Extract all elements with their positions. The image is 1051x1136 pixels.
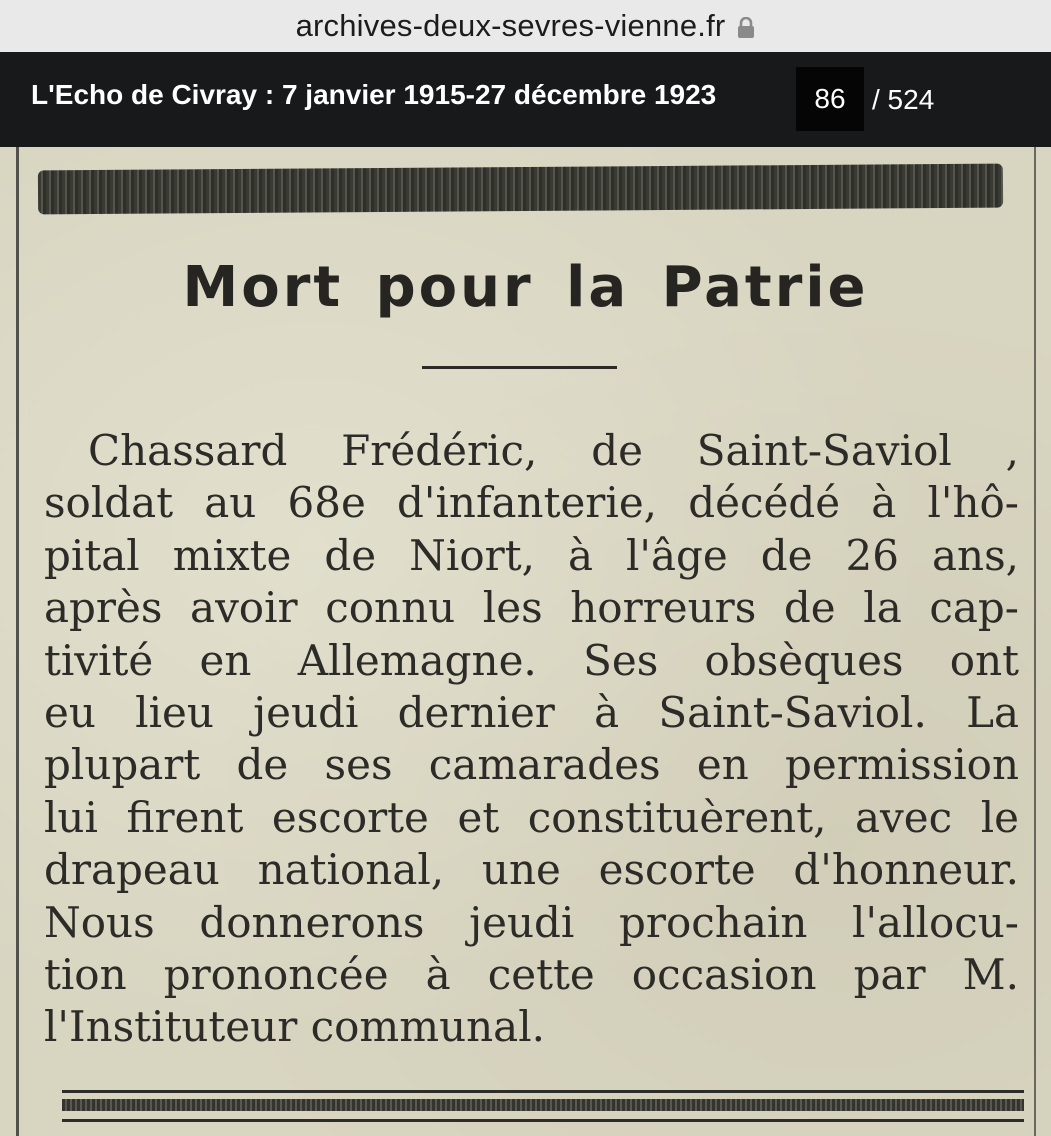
article-line: l'Instituteur communal.: [44, 1002, 546, 1052]
article-line: pital mixte de Niort, à l'âge de 26 ans,: [44, 530, 1019, 580]
article-line: eu lieu jeudi dernier à Saint-Saviol. La: [44, 688, 1019, 738]
newspaper-scan: [0, 147, 1051, 1136]
article-line: soldat au 68e d'infanterie, décédé à l'hô-: [44, 478, 1019, 528]
article-body: [44, 425, 1019, 1054]
page-number-input[interactable]: 86: [796, 67, 864, 131]
url-text[interactable]: archives-deux-sevres-vienne.fr: [295, 8, 726, 43]
article-line: tion prononcée à cette occasion par M.: [44, 950, 1019, 1000]
ornamental-band-bottom: [62, 1099, 1024, 1111]
ornamental-band-top: [38, 164, 1003, 215]
article-line: tivité en Allemagne. Ses obsèques ont: [44, 635, 1019, 685]
lock-icon: [737, 17, 755, 39]
article-line: Chassard Frédéric, de Saint-Saviol ,: [88, 426, 1019, 475]
browser-url-bar[interactable]: [0, 0, 1051, 52]
article-line: après avoir connu les horreurs de la cap-: [44, 583, 1019, 633]
article-line: Nous donnerons jeudi prochain l'allocu-: [44, 897, 1019, 947]
article-line: plupart de ses camarades en permission: [44, 740, 1019, 790]
article-headline: Mort pour la Patrie: [182, 255, 869, 320]
bottom-rule: [62, 1090, 1024, 1093]
page-total: / 524: [872, 84, 935, 115]
article-line: lui firent escorte et constituèrent, avec le: [44, 792, 1019, 842]
headline-underline: [422, 366, 617, 369]
article-line: drapeau national, une escorte d'honneur.: [44, 845, 1019, 895]
viewer-header: [0, 52, 1051, 147]
document-title: L'Echo de Civray : 7 janvier 1915-27 décembre 1923: [31, 79, 717, 110]
bottom-rule: [62, 1119, 1024, 1122]
